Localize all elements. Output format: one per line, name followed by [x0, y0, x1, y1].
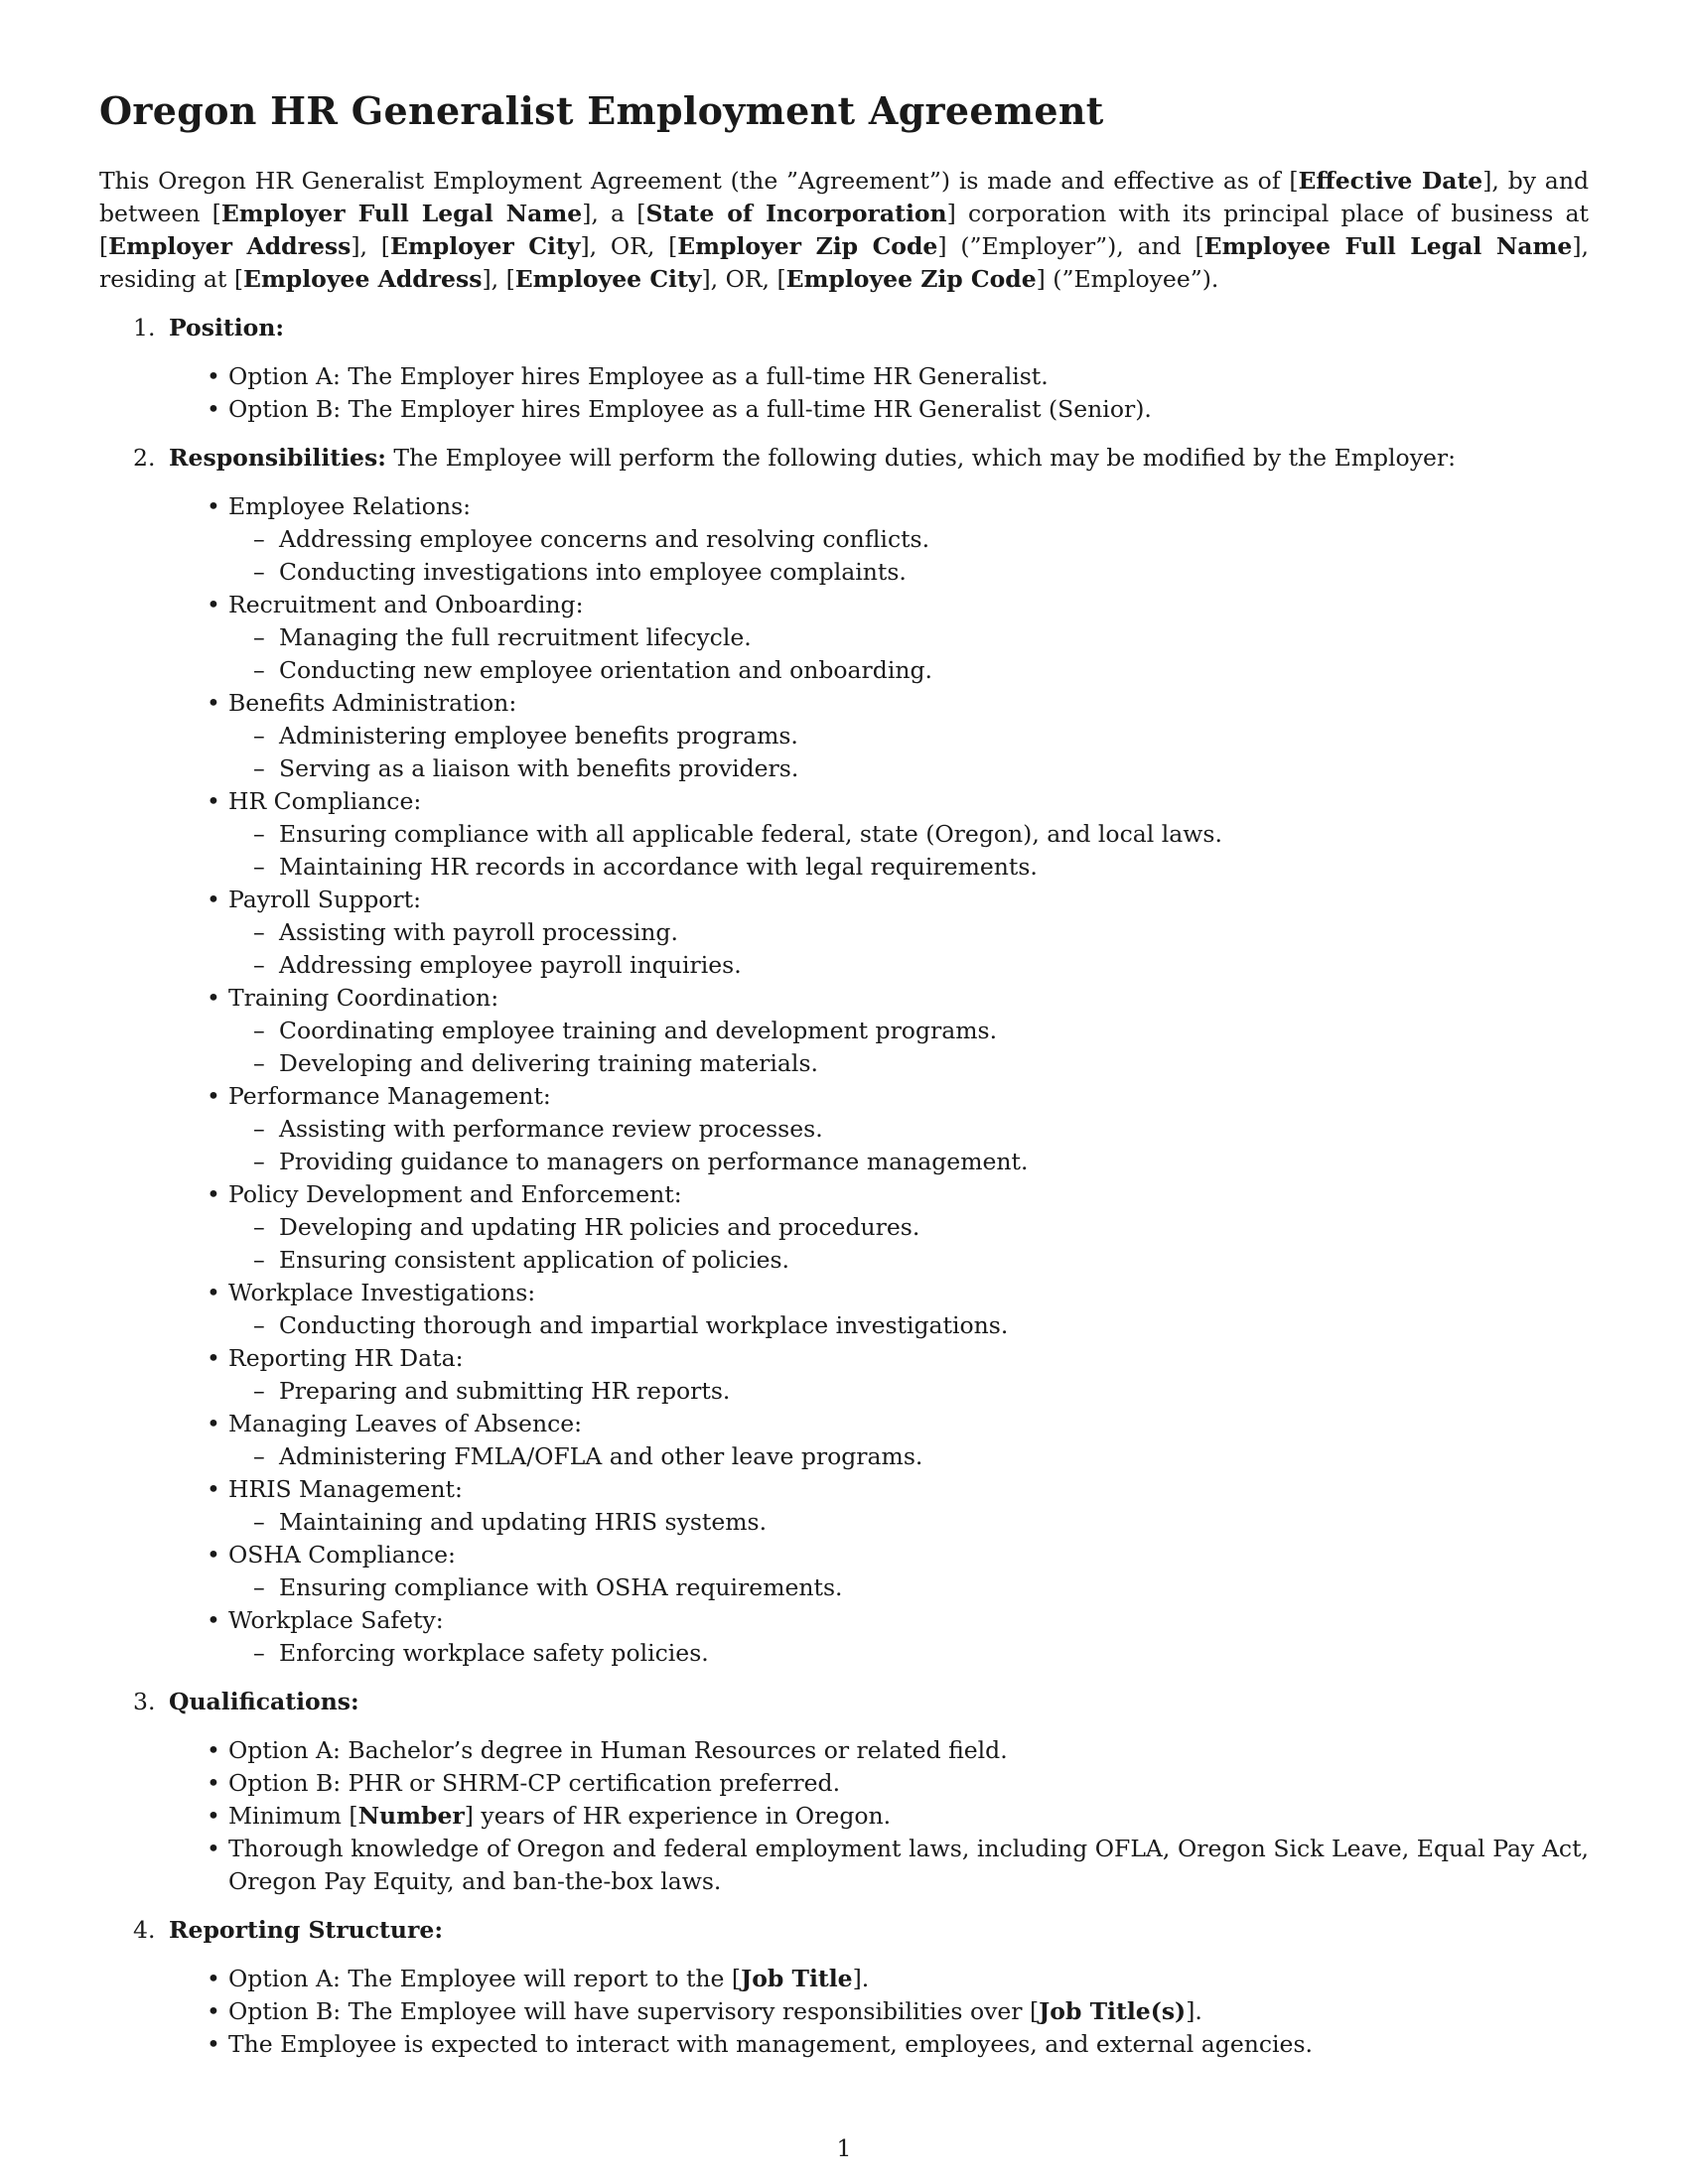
list-item	[169, 1178, 1589, 1277]
sub-item-text: Enforcing workplace safety policies.	[279, 1639, 709, 1667]
sub-item	[228, 1244, 1589, 1277]
list-item-text: The Employee is expected to interact with management, employees, and external agencies.	[228, 2030, 1313, 2058]
list-item	[169, 1473, 1589, 1539]
intro-text: ], by and between [	[99, 167, 1589, 227]
intro-text: ] (”Employer”), and [	[937, 232, 1204, 260]
bullet-icon: •	[207, 362, 220, 390]
list-item	[169, 982, 1589, 1080]
dash-icon: –	[253, 1639, 265, 1667]
group-label: HR Compliance:	[228, 787, 422, 815]
section-heading: Qualifications:	[169, 1688, 359, 1715]
qualification-list	[169, 1734, 1589, 1898]
section-number: 2.	[133, 444, 156, 472]
list-item-text: Option B: PHR or SHRM-CP certification preferred.	[228, 1769, 841, 1797]
sub-item	[228, 1309, 1589, 1342]
sub-item-text: Developing and updating HR policies and procedures.	[279, 1213, 920, 1241]
dash-icon: –	[253, 525, 265, 553]
sub-item	[228, 1375, 1589, 1408]
list-item-text: ] years of HR experience in Oregon.	[464, 1802, 892, 1830]
sub-list	[228, 1113, 1589, 1178]
section-heading: Position:	[169, 314, 285, 341]
sub-item	[228, 818, 1589, 851]
section-responsibilities	[99, 442, 1589, 1670]
employer-address-placeholder: Employer Address	[108, 232, 352, 260]
sub-item	[228, 949, 1589, 982]
bullet-icon: •	[207, 1606, 220, 1634]
bullet-icon: •	[207, 1835, 220, 1862]
sections-list	[99, 312, 1589, 2061]
sub-item-text: Addressing employee concerns and resolving conflicts.	[279, 525, 930, 553]
bullet-icon: •	[207, 2030, 220, 2058]
group-label: Training Coordination:	[228, 984, 499, 1012]
sub-item-text: Developing and delivering training materials.	[279, 1049, 818, 1077]
bullet-icon: •	[207, 1769, 220, 1797]
sub-item-text: Ensuring compliance with all applicable federal, state (Oregon), and local laws.	[279, 820, 1222, 848]
sub-item	[228, 1113, 1589, 1146]
dash-icon: –	[253, 1377, 265, 1405]
bullet-icon: •	[207, 787, 220, 815]
group-label: Policy Development and Enforcement:	[228, 1180, 682, 1208]
sub-item	[228, 1440, 1589, 1473]
list-item	[169, 1767, 1589, 1800]
responsibility-groups	[169, 490, 1589, 1670]
job-title-placeholder: Job Title	[741, 1965, 853, 1992]
employer-city-placeholder: Employer City	[389, 232, 581, 260]
sub-item-text: Addressing employee payroll inquiries.	[279, 951, 742, 979]
dash-icon: –	[253, 722, 265, 750]
dash-icon: –	[253, 1213, 265, 1241]
list-item	[169, 884, 1589, 982]
sub-item	[228, 654, 1589, 687]
list-item	[169, 1963, 1589, 1995]
sub-item-text: Preparing and submitting HR reports.	[279, 1377, 731, 1405]
sub-list	[228, 1440, 1589, 1473]
effective-date-placeholder: Effective Date	[1298, 167, 1483, 195]
dash-icon: –	[253, 853, 265, 881]
sub-item-text: Assisting with performance review processes.	[279, 1115, 823, 1143]
intro-text: ], a [	[582, 200, 646, 227]
dash-icon: –	[253, 656, 265, 684]
intro-text: This Oregon HR Generalist Employment Agreement (the ”Agreement”) is made and effective as of [	[99, 167, 1299, 195]
list-item-text: ].	[1186, 1997, 1202, 2025]
intro-text: ], residing at [	[99, 232, 1589, 293]
list-item	[169, 1800, 1589, 1833]
bullet-icon: •	[207, 1965, 220, 1992]
dash-icon: –	[253, 918, 265, 946]
sub-item	[228, 1637, 1589, 1670]
reporting-list	[169, 1963, 1589, 2061]
dash-icon: –	[253, 1573, 265, 1601]
sub-item	[228, 851, 1589, 884]
group-label: Managing Leaves of Absence:	[228, 1410, 583, 1437]
bullet-icon: •	[207, 1344, 220, 1372]
sub-item	[228, 556, 1589, 589]
section-lead-text: The Employee will perform the following duties, which may be modified by the Employer:	[385, 444, 1457, 472]
intro-paragraph	[99, 165, 1589, 296]
job-titles-placeholder: Job Title(s)	[1039, 1997, 1187, 2025]
group-label: Employee Relations:	[228, 492, 472, 520]
bullet-icon: •	[207, 492, 220, 520]
intro-text: ] (”Employee”).	[1036, 265, 1219, 293]
bullet-icon: •	[207, 1802, 220, 1830]
dash-icon: –	[253, 951, 265, 979]
sub-item-text: Providing guidance to managers on performance management.	[279, 1148, 1029, 1175]
section-heading: Responsibilities:	[169, 444, 386, 472]
employee-zip-placeholder: Employee Zip Code	[785, 265, 1037, 293]
sub-item-text: Assisting with payroll processing.	[279, 918, 678, 946]
sub-list	[228, 1375, 1589, 1408]
list-item	[169, 1080, 1589, 1178]
sub-list	[228, 1015, 1589, 1080]
section-reporting-structure	[99, 1914, 1589, 2061]
sub-item-text: Ensuring compliance with OSHA requirements.	[279, 1573, 843, 1601]
list-item	[169, 589, 1589, 687]
sub-list	[228, 1211, 1589, 1277]
sub-list	[228, 523, 1589, 589]
bullet-icon: •	[207, 1082, 220, 1110]
sub-item	[228, 1571, 1589, 1604]
list-item	[169, 1408, 1589, 1473]
position-options	[169, 360, 1589, 426]
dash-icon: –	[253, 1017, 265, 1044]
list-item	[169, 785, 1589, 884]
group-label: OSHA Compliance:	[228, 1541, 456, 1569]
dash-icon: –	[253, 1246, 265, 1274]
sub-list	[228, 720, 1589, 785]
sub-list	[228, 1506, 1589, 1539]
bullet-icon: •	[207, 1997, 220, 2025]
employee-address-placeholder: Employee Address	[243, 265, 483, 293]
list-item-text: Option A: Bachelor’s degree in Human Resources or related field.	[228, 1736, 1008, 1764]
dash-icon: –	[253, 1115, 265, 1143]
list-item	[169, 1342, 1589, 1408]
intro-text: ], [	[351, 232, 390, 260]
list-item	[169, 1995, 1589, 2028]
intro-text: ], [	[482, 265, 515, 293]
dash-icon: –	[253, 1148, 265, 1175]
sub-list	[228, 1637, 1589, 1670]
list-item-text: ].	[852, 1965, 870, 1992]
section-number: 4.	[133, 1916, 156, 1944]
dash-icon: –	[253, 623, 265, 651]
bullet-icon: •	[207, 1736, 220, 1764]
sub-list	[228, 621, 1589, 687]
group-label: Workplace Investigations:	[228, 1279, 536, 1306]
intro-text: ] corporation with its principal place of business at [	[99, 200, 1589, 260]
sub-item-text: Maintaining HR records in accordance with legal requirements.	[279, 853, 1038, 881]
sub-item	[228, 720, 1589, 752]
bullet-icon: •	[207, 1180, 220, 1208]
employee-city-placeholder: Employee City	[514, 265, 702, 293]
page-number: 1	[836, 2134, 852, 2162]
list-item-text: Option A: The Employer hires Employee as a full-time HR Generalist.	[228, 362, 1049, 390]
list-item	[169, 1277, 1589, 1342]
list-item	[169, 1604, 1589, 1670]
document-title: Oregon HR Generalist Employment Agreement	[99, 88, 1104, 133]
sub-item	[228, 916, 1589, 949]
intro-text: ], OR, [	[701, 265, 786, 293]
state-of-incorporation-placeholder: State of Incorporation	[645, 200, 947, 227]
sub-item-text: Conducting new employee orientation and onboarding.	[279, 656, 932, 684]
list-item	[169, 687, 1589, 785]
list-item-text: Option B: The Employer hires Employee as a full-time HR Generalist (Senior).	[228, 395, 1152, 423]
sub-item-text: Conducting investigations into employee complaints.	[279, 558, 907, 586]
dash-icon: –	[253, 1442, 265, 1470]
bullet-icon: •	[207, 886, 220, 913]
sub-item-text: Administering employee benefits programs.	[279, 722, 798, 750]
group-label: HRIS Management:	[228, 1475, 463, 1503]
group-label: Reporting HR Data:	[228, 1344, 464, 1372]
sub-list	[228, 818, 1589, 884]
dash-icon: –	[253, 558, 265, 586]
list-item-text: Option A: The Employee will report to the [	[228, 1965, 742, 1992]
section-heading: Reporting Structure:	[169, 1916, 443, 1944]
list-item-text: Minimum [	[228, 1802, 358, 1830]
bullet-icon: •	[207, 984, 220, 1012]
sub-item	[228, 621, 1589, 654]
list-item-text: Option B: The Employee will have supervisory responsibilities over [	[228, 1997, 1040, 2025]
list-item	[169, 490, 1589, 589]
sub-item	[228, 523, 1589, 556]
sub-list	[228, 1309, 1589, 1342]
list-item	[169, 1539, 1589, 1604]
sub-item-text: Ensuring consistent application of policies.	[279, 1246, 790, 1274]
group-label: Performance Management:	[228, 1082, 551, 1110]
employer-zip-placeholder: Employer Zip Code	[677, 232, 938, 260]
bullet-icon: •	[207, 1279, 220, 1306]
bullet-icon: •	[207, 1475, 220, 1503]
sub-item-text: Serving as a liaison with benefits providers.	[279, 754, 799, 782]
section-number: 1.	[133, 314, 156, 341]
dash-icon: –	[253, 1311, 265, 1339]
sub-item	[228, 1047, 1589, 1080]
employee-name-placeholder: Employee Full Legal Name	[1203, 232, 1573, 260]
bullet-icon: •	[207, 1541, 220, 1569]
dash-icon: –	[253, 820, 265, 848]
group-label: Payroll Support:	[228, 886, 421, 913]
sub-item	[228, 1211, 1589, 1244]
sub-item-text: Coordinating employee training and development programs.	[279, 1017, 998, 1044]
sub-list	[228, 1571, 1589, 1604]
list-item	[169, 2028, 1589, 2061]
dash-icon: –	[253, 1049, 265, 1077]
document-page	[99, 87, 1589, 2077]
bullet-icon: •	[207, 395, 220, 423]
list-item-text: Thorough knowledge of Oregon and federal employment laws, including OFLA, Oregon Sick Leave, Equal Pay Act, Oregon Pay Equity, and ban-the-box laws.	[228, 1835, 1589, 1895]
section-number: 3.	[133, 1688, 156, 1715]
sub-item-text: Managing the full recruitment lifecycle.	[279, 623, 752, 651]
bullet-icon: •	[207, 1410, 220, 1437]
group-label: Recruitment and Onboarding:	[228, 591, 584, 618]
list-item	[169, 1833, 1589, 1898]
dash-icon: –	[253, 1508, 265, 1536]
sub-item-text: Maintaining and updating HRIS systems.	[279, 1508, 768, 1536]
sub-list	[228, 916, 1589, 982]
number-placeholder: Number	[357, 1802, 465, 1830]
sub-item-text: Administering FMLA/OFLA and other leave programs.	[279, 1442, 923, 1470]
employer-name-placeholder: Employer Full Legal Name	[220, 200, 583, 227]
list-item	[169, 393, 1589, 426]
intro-text: ], OR, [	[580, 232, 678, 260]
sub-item	[228, 1506, 1589, 1539]
sub-item	[228, 752, 1589, 785]
sub-item	[228, 1015, 1589, 1047]
bullet-icon: •	[207, 591, 220, 618]
section-qualifications	[99, 1686, 1589, 1898]
group-label: Benefits Administration:	[228, 689, 517, 717]
sub-item-text: Conducting thorough and impartial workplace investigations.	[279, 1311, 1009, 1339]
list-item	[169, 1734, 1589, 1767]
bullet-icon: •	[207, 689, 220, 717]
group-label: Workplace Safety:	[228, 1606, 444, 1634]
section-position	[99, 312, 1589, 426]
dash-icon: –	[253, 754, 265, 782]
list-item	[169, 360, 1589, 393]
sub-item	[228, 1146, 1589, 1178]
